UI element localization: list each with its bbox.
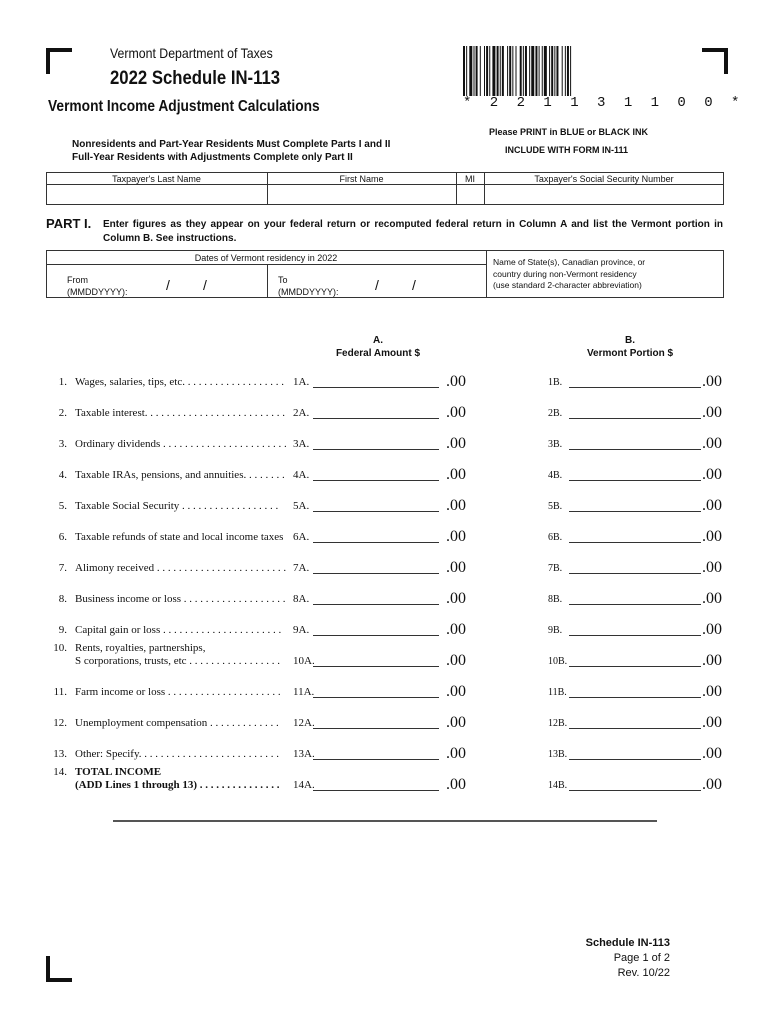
- line-b-code: 6B.: [548, 532, 563, 543]
- part-one-label: PART I.: [46, 216, 92, 231]
- barcode-bar: [476, 46, 478, 96]
- cents-label: .00: [446, 404, 466, 421]
- line-number: 10.: [53, 642, 67, 654]
- income-line: [0, 714, 770, 737]
- barcode-number: * 2 2 1 1 3 1 1 0 0 *: [463, 95, 745, 111]
- corner-mark-bottom-left: [46, 956, 72, 982]
- federal-amount-input[interactable]: [313, 480, 439, 481]
- cents-label: .00: [702, 466, 722, 483]
- cents-label: .00: [702, 404, 722, 421]
- column-b-heading: [560, 334, 700, 360]
- last-name-label: Taxpayer's Last Name: [112, 174, 201, 184]
- vermont-portion-input[interactable]: [569, 666, 701, 667]
- column-a-letter: A.: [373, 335, 383, 346]
- vermont-portion-input[interactable]: [569, 573, 701, 574]
- barcode-bar: [474, 46, 475, 96]
- line-a-code: 1A.: [293, 376, 310, 388]
- from-label: From: [67, 275, 88, 285]
- line-a-code: 3A.: [293, 438, 310, 450]
- line-a-code: 9A.: [293, 624, 310, 636]
- date-slash: /: [375, 277, 379, 293]
- line-description: TOTAL INCOME: [75, 766, 162, 778]
- middle-initial-field[interactable]: [458, 186, 483, 204]
- vermont-portion-input[interactable]: [569, 511, 701, 512]
- barcode-bar: [512, 46, 513, 96]
- line-description: Taxable refunds of state and local income taxes: [75, 531, 284, 543]
- barcode-bar: [469, 46, 472, 96]
- footer-revision: Rev. 10/22: [617, 967, 670, 979]
- income-line: [0, 621, 770, 644]
- line-a-code: 14A.: [293, 779, 315, 791]
- barcode-bar: [509, 46, 511, 96]
- federal-amount-input[interactable]: [313, 542, 439, 543]
- barcode-bar: [492, 46, 495, 96]
- line-number: 6.: [58, 531, 67, 543]
- vermont-portion-input[interactable]: [569, 728, 701, 729]
- from-format-label: (MMDDYYYY):: [67, 287, 128, 297]
- first-name-label: First Name: [339, 174, 384, 184]
- cents-label: .00: [702, 683, 722, 700]
- cents-label: .00: [446, 466, 466, 483]
- middle-initial-label: MI: [465, 174, 475, 184]
- column-a-title: Federal Amount $: [335, 348, 421, 359]
- column-b-title: Vermont Portion $: [586, 348, 674, 359]
- line-description: Business income or loss . . . . . . . . . . . . . . . . . . .: [75, 593, 286, 605]
- date-slash: /: [412, 277, 416, 293]
- line-description: Farm income or loss . . . . . . . . . . . . . . . . . . . . .: [75, 686, 281, 698]
- barcode-bar: [466, 46, 467, 96]
- barcode-bar: [484, 46, 485, 96]
- line-b-code: 12B.: [548, 718, 568, 729]
- table-divider: [267, 264, 268, 298]
- nonresident-note: Nonresidents and Part-Year Residents Must Complete Parts I and II: [72, 139, 391, 150]
- cents-label: .00: [702, 652, 722, 669]
- line-number: 4.: [58, 469, 67, 481]
- line-number: 14.: [53, 766, 67, 778]
- line-description: Taxable IRAs, pensions, and annuities. . . . . . . .: [75, 469, 285, 481]
- cents-label: .00: [702, 745, 722, 762]
- cents-label: .00: [446, 745, 466, 762]
- table-divider: [486, 250, 487, 298]
- federal-amount-input[interactable]: [313, 387, 439, 388]
- line-description: (ADD Lines 1 through 13) . . . . . . . . . . . . . . .: [75, 779, 280, 791]
- line-b-code: 3B.: [548, 439, 563, 450]
- vermont-portion-input[interactable]: [569, 635, 701, 636]
- barcode-bar: [507, 46, 508, 96]
- line-a-code: 4A.: [293, 469, 310, 481]
- line-b-code: 13B.: [548, 749, 568, 760]
- cents-label: .00: [446, 683, 466, 700]
- line-b-code: 14B.: [548, 780, 568, 791]
- cents-label: .00: [446, 652, 466, 669]
- line-a-code: 2A.: [293, 407, 310, 419]
- cents-label: .00: [446, 621, 466, 638]
- barcode: [463, 46, 658, 96]
- income-line: [0, 745, 770, 768]
- vermont-portion-input[interactable]: [569, 790, 701, 791]
- ssn-field[interactable]: [486, 186, 723, 204]
- other-state-field[interactable]: [650, 258, 720, 294]
- to-label: To: [278, 275, 288, 285]
- cents-label: .00: [702, 621, 722, 638]
- line-number: 11.: [53, 686, 67, 698]
- barcode-bar: [567, 46, 569, 96]
- vermont-portion-input[interactable]: [569, 542, 701, 543]
- to-format-label: (MMDDYYYY):: [278, 287, 339, 297]
- barcode-bar: [525, 46, 527, 96]
- last-name-field[interactable]: [48, 186, 266, 204]
- income-line: [0, 435, 770, 458]
- line-description: Rents, royalties, partnerships,: [75, 642, 206, 654]
- cents-label: .00: [446, 435, 466, 452]
- line-description: Ordinary dividends . . . . . . . . . . . . . . . . . . . . . . .: [75, 438, 287, 450]
- line-b-code: 4B.: [548, 470, 563, 481]
- divider-line: [113, 820, 657, 822]
- line-number: 8.: [58, 593, 67, 605]
- barcode-bar: [570, 46, 571, 96]
- cents-label: .00: [702, 373, 722, 390]
- line-description: Alimony received . . . . . . . . . . . . . . . . . . . . . . . .: [75, 562, 287, 574]
- federal-amount-input[interactable]: [313, 666, 439, 667]
- income-line: [0, 528, 770, 551]
- line-description: Other: Specify. . . . . . . . . . . . . . . . . . . . . . . . . .: [75, 748, 279, 760]
- income-line: [0, 642, 770, 675]
- line-b-code: 5B.: [548, 501, 563, 512]
- barcode-bar: [562, 46, 563, 96]
- barcode-bar: [523, 46, 524, 96]
- from-date-field[interactable]: [125, 275, 260, 295]
- include-with-note: INCLUDE WITH FORM IN-111: [505, 145, 629, 155]
- cents-label: .00: [446, 497, 466, 514]
- vermont-portion-input[interactable]: [569, 604, 701, 605]
- line-b-code: 1B.: [548, 377, 563, 388]
- cents-label: .00: [446, 776, 466, 793]
- line-description: S corporations, trusts, etc . . . . . . . . . . . . . . . . .: [75, 655, 281, 667]
- cents-label: .00: [702, 435, 722, 452]
- federal-amount-input[interactable]: [313, 697, 439, 698]
- footer-form-name: Schedule IN-113: [585, 937, 670, 949]
- federal-amount-input[interactable]: [313, 728, 439, 729]
- date-slash: /: [203, 277, 207, 293]
- line-b-code: 2B.: [548, 408, 563, 419]
- income-line: [0, 683, 770, 706]
- other-state-label-line: country during non-Vermont residency: [493, 268, 637, 279]
- cents-label: .00: [446, 559, 466, 576]
- federal-amount-input[interactable]: [313, 573, 439, 574]
- barcode-bar: [554, 46, 555, 96]
- line-b-code: 7B.: [548, 563, 563, 574]
- line-b-code: 9B.: [548, 625, 563, 636]
- barcode-bar: [520, 46, 522, 96]
- federal-amount-input[interactable]: [313, 759, 439, 760]
- other-state-label-line: Name of State(s), Canadian province, or: [493, 257, 646, 267]
- federal-amount-input[interactable]: [313, 418, 439, 419]
- line-a-code: 11A.: [293, 686, 315, 698]
- cents-label: .00: [702, 497, 722, 514]
- barcode-bar: [497, 46, 499, 96]
- line-description: Wages, salaries, tips, etc. . . . . . . . . . . . . . . . . . .: [75, 376, 284, 388]
- line-number: 3.: [58, 438, 67, 450]
- line-description: Taxable interest. . . . . . . . . . . . . . . . . . . . . . . . . .: [75, 407, 286, 419]
- first-name-field[interactable]: [269, 186, 455, 204]
- vermont-portion-input[interactable]: [569, 418, 701, 419]
- barcode-bar: [486, 46, 488, 96]
- form-title: 2022 Schedule IN-113: [110, 68, 281, 89]
- income-line: [0, 590, 770, 613]
- income-line: [0, 373, 770, 396]
- date-slash: /: [166, 277, 170, 293]
- income-line: [0, 466, 770, 489]
- cents-label: .00: [702, 590, 722, 607]
- line-number: 13.: [53, 748, 67, 760]
- residency-dates-title: Dates of Vermont residency in 2022: [194, 253, 338, 263]
- vermont-portion-input[interactable]: [569, 387, 701, 388]
- table-divider: [46, 184, 724, 185]
- print-ink-note: Please PRINT in BLUE or BLACK INK: [489, 127, 649, 137]
- line-a-code: 6A.: [293, 531, 310, 543]
- barcode-bar: [544, 46, 547, 96]
- vermont-portion-input[interactable]: [569, 759, 701, 760]
- corner-mark-top-right: [702, 48, 728, 74]
- cents-label: .00: [702, 559, 722, 576]
- federal-amount-input[interactable]: [313, 511, 439, 512]
- cents-label: .00: [446, 590, 466, 607]
- vermont-portion-input[interactable]: [569, 449, 701, 450]
- barcode-bar: [556, 46, 558, 96]
- barcode-bar: [480, 46, 481, 96]
- line-a-code: 12A.: [293, 717, 315, 729]
- federal-amount-input[interactable]: [313, 604, 439, 605]
- cents-label: .00: [702, 776, 722, 793]
- cents-label: .00: [446, 528, 466, 545]
- table-divider: [46, 264, 486, 265]
- line-number: 2.: [58, 407, 67, 419]
- barcode-bar: [551, 46, 553, 96]
- line-a-code: 13A.: [293, 748, 315, 760]
- other-state-label-line: (use standard 2-character abbreviation): [493, 280, 642, 290]
- full-year-note: Full-Year Residents with Adjustments Complete only Part II: [72, 152, 353, 163]
- line-number: 7.: [58, 562, 67, 574]
- line-b-code: 10B.: [548, 656, 568, 667]
- line-a-code: 7A.: [293, 562, 310, 574]
- part-one-instructions: Enter figures as they appear on your federal return or recomputed federal return in Column A and list the Vermont portion in Column B. See instructions.: [103, 219, 723, 244]
- footer-page-number: Page 1 of 2: [613, 952, 670, 964]
- to-date-field[interactable]: [338, 275, 478, 295]
- cents-label: .00: [702, 528, 722, 545]
- column-a-heading: [308, 334, 448, 360]
- income-line: [0, 497, 770, 520]
- income-line: [0, 766, 770, 799]
- department-name: Vermont Department of Taxes: [110, 45, 273, 61]
- line-number: 5.: [58, 500, 67, 512]
- line-b-code: 11B.: [548, 687, 567, 698]
- line-a-code: 10A.: [293, 655, 315, 667]
- vermont-portion-input[interactable]: [569, 697, 701, 698]
- barcode-bar: [516, 46, 517, 96]
- line-number: 12.: [53, 717, 67, 729]
- barcode-bar: [463, 46, 465, 96]
- line-b-code: 8B.: [548, 594, 563, 605]
- barcode-bar: [539, 46, 540, 96]
- barcode-bar: [535, 46, 537, 96]
- federal-amount-input[interactable]: [313, 449, 439, 450]
- corner-mark-top-left: [46, 48, 72, 74]
- column-b-letter: B.: [625, 335, 635, 346]
- cents-label: .00: [446, 714, 466, 731]
- income-line: [0, 404, 770, 427]
- barcode-bar: [531, 46, 534, 96]
- line-description: Capital gain or loss . . . . . . . . . . . . . . . . . . . . . .: [75, 624, 282, 636]
- income-line: [0, 559, 770, 582]
- barcode-bar: [502, 46, 504, 96]
- cents-label: .00: [702, 714, 722, 731]
- line-number: 9.: [58, 624, 67, 636]
- other-state-label: [493, 257, 645, 292]
- federal-amount-input[interactable]: [313, 635, 439, 636]
- barcode-bar: [565, 46, 566, 96]
- barcode-bar: [529, 46, 530, 96]
- federal-amount-input[interactable]: [313, 790, 439, 791]
- barcode-bar: [489, 46, 490, 96]
- cents-label: .00: [446, 373, 466, 390]
- barcode-bar: [549, 46, 550, 96]
- ssn-label: Taxpayer's Social Security Number: [534, 174, 674, 184]
- line-number: 1.: [58, 376, 67, 388]
- line-a-code: 8A.: [293, 593, 310, 605]
- line-a-code: 5A.: [293, 500, 310, 512]
- line-description: Unemployment compensation . . . . . . . . . . . . .: [75, 717, 279, 729]
- form-subtitle: Vermont Income Adjustment Calculations: [48, 98, 320, 115]
- line-description: Taxable Social Security . . . . . . . . . . . . . . . . . .: [75, 500, 279, 512]
- barcode-bar: [542, 46, 543, 96]
- vermont-portion-input[interactable]: [569, 480, 701, 481]
- barcode-bar: [500, 46, 501, 96]
